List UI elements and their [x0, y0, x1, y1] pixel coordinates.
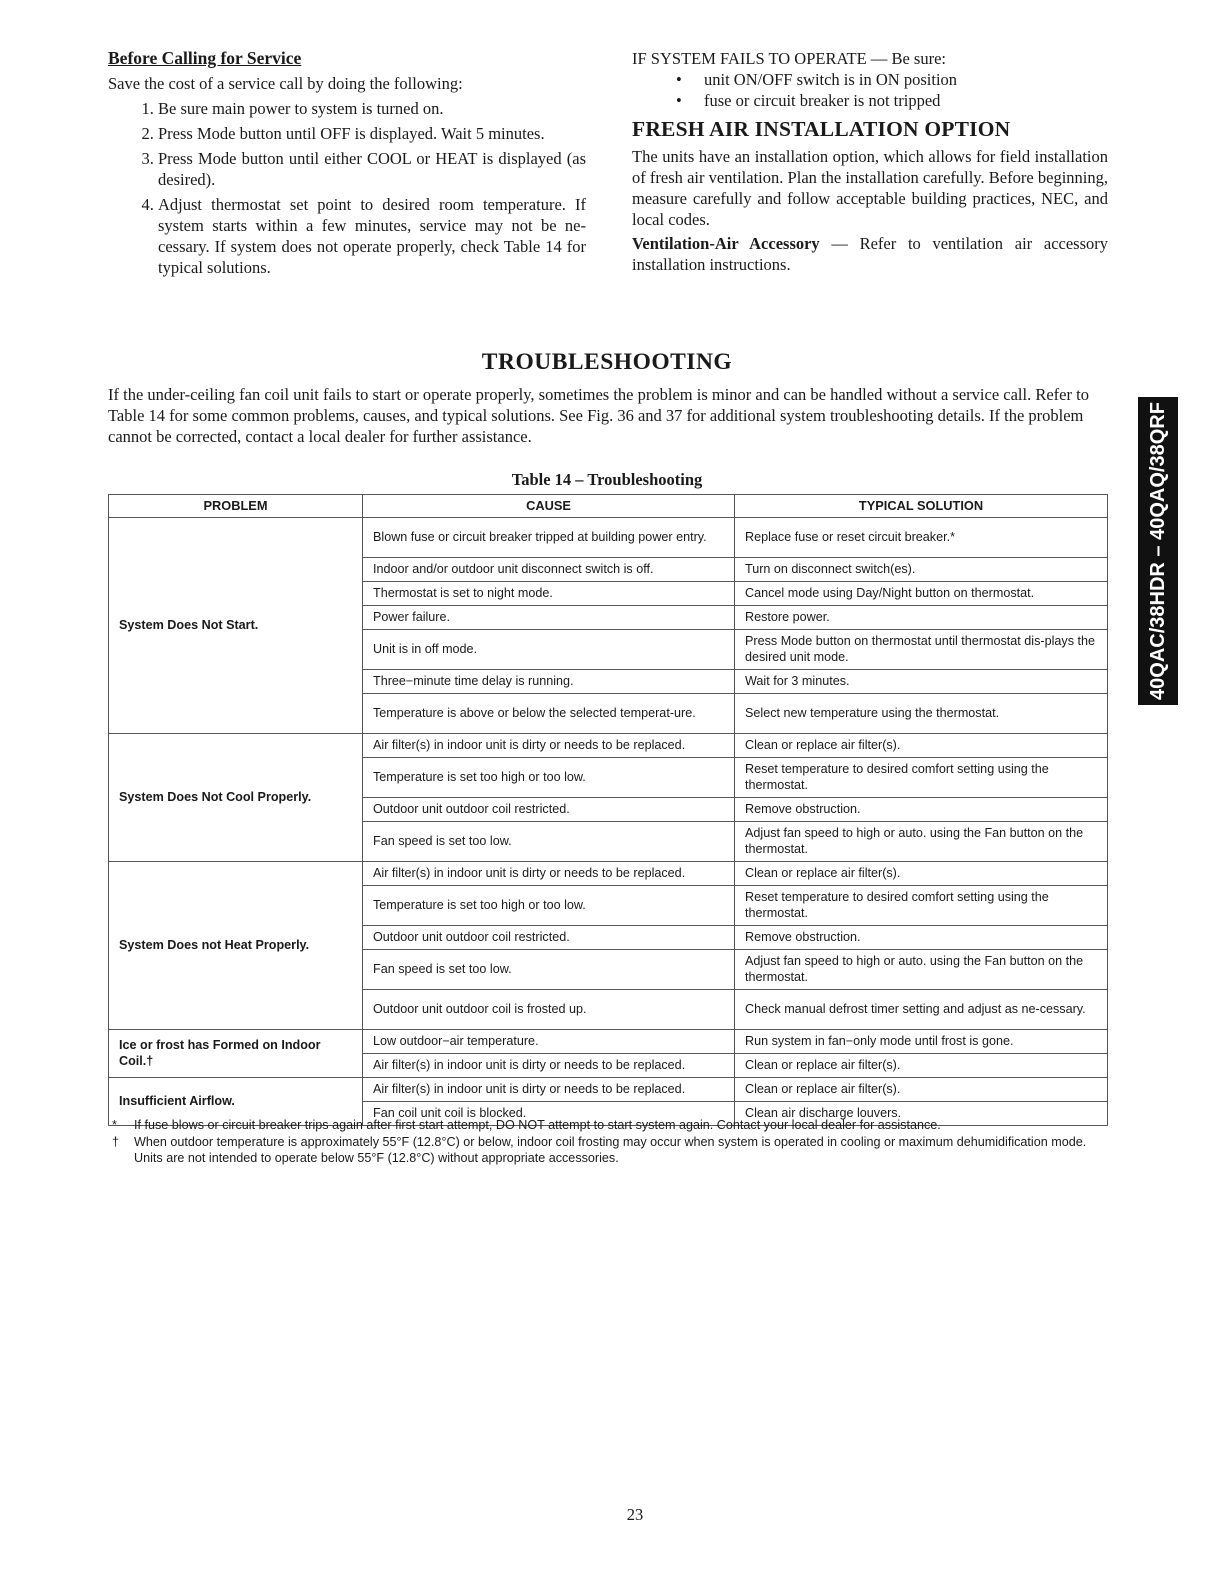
footnote-mark: * [112, 1118, 117, 1132]
table-row [109, 862, 1108, 886]
cause-cell: Temperature is set too high or too low. [363, 758, 735, 798]
solution-cell: Remove obstruction. [735, 798, 1108, 822]
cause-cell: Thermostat is set to night mode. [363, 582, 735, 606]
footnote-text: If fuse blows or circuit breaker trips again after first start attempt, DO NOT attempt to start system again. Contact your local dealer for assistance. [134, 1118, 941, 1132]
system-fails-heading: IF SYSTEM FAILS TO OPERATE — Be sure: [632, 49, 946, 68]
ventilation-label: Ventilation-Air Accessory [632, 234, 820, 253]
problem-cell: Insufficient Airflow. [109, 1078, 363, 1126]
cause-cell: Indoor and/or outdoor unit disconnect switch is off. [363, 558, 735, 582]
problem-cell: System Does not Heat Properly. [109, 862, 363, 1030]
footnote-mark: † [112, 1135, 120, 1149]
solution-cell: Adjust fan speed to high or auto. using the Fan button on the thermostat. [735, 950, 1108, 990]
solution-cell: Turn on disconnect switch(es). [735, 558, 1108, 582]
before-calling-section [108, 48, 586, 282]
cause-cell: Fan speed is set too low. [363, 822, 735, 862]
solution-cell: Adjust fan speed to high or auto. using the Fan button on the thermostat. [735, 822, 1108, 862]
troubleshooting-table [108, 494, 1108, 1126]
solution-cell: Replace fuse or reset circuit breaker.* [735, 518, 1108, 558]
solution-cell: Clean or replace air filter(s). [735, 1054, 1108, 1078]
service-step: 4. Adjust thermostat set point to desired room temperature. If system starts within a few minutes, service may not be ne-cessary. If system does not operate properly, check Table 14 for typical solutions. [158, 194, 586, 278]
solution-cell: Wait for 3 minutes. [735, 670, 1108, 694]
fresh-air-section [632, 48, 1108, 275]
troubleshooting-title: TROUBLESHOOTING [481, 349, 733, 375]
solution-cell: Select new temperature using the thermostat. [735, 694, 1108, 734]
table-header-row [109, 495, 1108, 518]
service-step: 1. Be sure main power to system is turned on. [158, 98, 586, 119]
header-solution: TYPICAL SOLUTION [735, 495, 1108, 518]
table-row [109, 518, 1108, 558]
cause-cell: Low outdoor−air temperature. [363, 1030, 735, 1054]
bullet-icon: • [676, 91, 682, 110]
solution-cell: Reset temperature to desired comfort setting using the thermostat. [735, 886, 1108, 926]
ventilation-text: — Refer to ventilation air accessory installation instructions. [632, 234, 1108, 274]
cause-cell: Fan coil unit coil is blocked. [363, 1102, 735, 1126]
fail-check-item [632, 90, 1108, 111]
fail-check-text: unit ON/OFF switch is in ON position [704, 70, 958, 89]
fail-check-text: fuse or circuit breaker is not tripped [704, 91, 941, 110]
footnote [108, 1117, 1108, 1133]
fail-check-item [632, 69, 1108, 90]
cause-cell: Temperature is set too high or too low. [363, 886, 735, 926]
solution-cell: Check manual defrost timer setting and adjust as ne-cessary. [735, 990, 1108, 1030]
solution-cell: Clean or replace air filter(s). [735, 862, 1108, 886]
service-steps-list [108, 98, 586, 278]
table-row [109, 734, 1108, 758]
header-problem: PROBLEM [109, 495, 363, 518]
solution-cell: Remove obstruction. [735, 926, 1108, 950]
solution-cell: Clean air discharge louvers. [735, 1102, 1108, 1126]
table-row [109, 1078, 1108, 1102]
page-number: 23 [626, 1505, 644, 1524]
cause-cell: Air filter(s) in indoor unit is dirty or needs to be replaced. [363, 1054, 735, 1078]
cause-cell: Temperature is above or below the selected temperat-ure. [363, 694, 735, 734]
solution-cell: Reset temperature to desired comfort setting using the thermostat. [735, 758, 1108, 798]
cause-cell: Outdoor unit outdoor coil restricted. [363, 798, 735, 822]
cause-cell: Air filter(s) in indoor unit is dirty or needs to be replaced. [363, 862, 735, 886]
side-tab [1138, 397, 1178, 705]
cause-cell: Outdoor unit outdoor coil restricted. [363, 926, 735, 950]
solution-cell: Press Mode button on thermostat until thermostat dis-plays the desired unit mode. [735, 630, 1108, 670]
troubleshooting-intro: If the under-ceiling fan coil unit fails to start or operate properly, sometimes the problem is minor and can be handled without a service call. Refer to Table 14 for some common problems, causes, and typical solutions. See Fig. 36 and 37 for additional system troubleshooting details. If the problem cannot be corrected, contact a local dealer for further assistance. [108, 385, 1089, 446]
solution-cell: Run system in fan−only mode until frost is gone. [735, 1030, 1108, 1054]
cause-cell: Power failure. [363, 606, 735, 630]
fresh-air-title: FRESH AIR INSTALLATION OPTION [632, 117, 1011, 141]
fail-checks-list [632, 69, 1108, 111]
before-calling-intro: Save the cost of a service call by doing the following: [108, 74, 463, 93]
cause-cell: Air filter(s) in indoor unit is dirty or needs to be replaced. [363, 1078, 735, 1102]
cause-cell: Fan speed is set too low. [363, 950, 735, 990]
cause-cell: Blown fuse or circuit breaker tripped at building power entry. [363, 518, 735, 558]
footnote-text: When outdoor temperature is approximately 55°F (12.8°C) or below, indoor coil frosting may occur when system is operated in cooling or maximum dehumidification mode. Units are not intended to operate below 55°F (12.8°C) without appropriate accessories. [134, 1135, 1087, 1165]
solution-cell: Restore power. [735, 606, 1108, 630]
ventilation-paragraph [632, 233, 1108, 275]
solution-cell: Clean or replace air filter(s). [735, 734, 1108, 758]
section-title-before-calling: Before Calling for Service [108, 48, 302, 68]
table-footnotes [108, 1117, 1108, 1167]
cause-cell: Air filter(s) in indoor unit is dirty or needs to be replaced. [363, 734, 735, 758]
problem-cell: Ice or frost has Formed on Indoor Coil.† [109, 1030, 363, 1078]
solution-cell: Cancel mode using Day/Night button on thermostat. [735, 582, 1108, 606]
cause-cell: Outdoor unit outdoor coil is frosted up. [363, 990, 735, 1030]
table-caption: Table 14 – Troubleshooting [511, 470, 703, 489]
side-tab-label: 40QAC/38HDR – 40QAQ/38QRF [1147, 402, 1169, 700]
table-row [109, 1030, 1108, 1054]
cause-cell: Three−minute time delay is running. [363, 670, 735, 694]
fresh-air-text: The units have an installation option, which allows for field installation of fresh air ventilation. Plan the installation carefully. Before beginning, measure carefully and follow acceptable building practices, NEC, and local codes. [632, 147, 1108, 229]
service-step: 3. Press Mode button until either COOL or HEAT is displayed (as desired). [158, 148, 586, 190]
problem-cell: System Does Not Cool Properly. [109, 734, 363, 862]
header-cause: CAUSE [363, 495, 735, 518]
solution-cell: Clean or replace air filter(s). [735, 1078, 1108, 1102]
cause-cell: Unit is in off mode. [363, 630, 735, 670]
problem-cell: System Does Not Start. [109, 518, 363, 734]
footnote [108, 1134, 1108, 1166]
bullet-icon: • [676, 70, 682, 89]
service-step: 2. Press Mode button until OFF is displayed. Wait 5 minutes. [158, 123, 586, 144]
